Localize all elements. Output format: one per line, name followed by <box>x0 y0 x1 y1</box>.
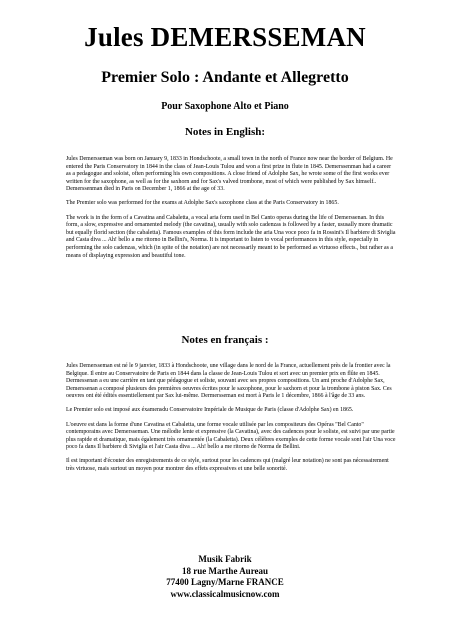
french-paragraph-bio: Jules Demersseman est né le 9 janvier, 1833 à Hondschoote, une village dans le nord de la France, actuellement près de la frontier avec la Belgique. Il entre au Conservatoire de Paris en 1844 dans la classe de Jean-Louis Tulou et sort avec un premier prix en flûte en 1845. Dermessenan a eu une carrière en tant que pédagogue et soliste, souvant avec ses propres compositions. Un ami proche d'Adolphe Sax, Demerssenan a composé plusieurs des premières oeuvres écrites pour le saxophone, pour le saxhorn et pour la trombone à piston Sax. Ces oeuvres ont été édités essentiellement par Sax lui-même. Dermersseman est mort à Paris le 1 décembre, 1866 à l'âge de 33 ans. <box>66 363 392 400</box>
composer-name: Jules DEMERSSEMAN <box>84 22 366 52</box>
english-paragraph-bio: Jules Demersseman was born on January 9, 1833 in Hondschoote, a small town in the north of France now near the border of Belgium. He entered the Paris Conservatory in 1844 in the class of Jean-Louis Tulou and won a first prize in flute in 1845. Demerssenman had a career as a pedagogue and soloist, often performing his own compositions. A close friend of Adolphe Sax, he wrote some of the first works ever written for the saxophone, as well as for the saxhorn and for Sax's valved trombone, most of which were published by Sax himself.. Demerssenman died in Paris on December 1, 1866 at the age of 33. <box>66 156 393 193</box>
english-notes-body <box>66 156 396 267</box>
publisher-street: 18 rue Marthe Aureau <box>181 565 269 576</box>
work-title: Premier Solo : Andante et Allegretto <box>101 69 349 86</box>
french-paragraph-listening: Il est important d'écouter des enregistrements de ce style, surtout pour les cadences qui (malgré leur notation) ne sont pas nécessairement très virtuose, mais surtout un moyen pour montrer des effets expressives et une belle sonorité. <box>66 458 389 473</box>
english-notes-heading: Notes in English: <box>184 126 266 138</box>
publisher-city: 77400 Lagny/Marne FRANCE <box>166 577 284 587</box>
publisher-website: www.classicalmusicnow.com <box>170 588 280 599</box>
instrumentation-subtitle: Pour Saxophone Alto et Piano <box>161 101 289 112</box>
publisher-name: Musik Fabrik <box>198 554 252 564</box>
english-paragraph-form: The work is in the form of a Cavatina and Cabaletta, a vocal aria form used in Bel Canto operas during the life of Demerssenan. In this form, a slow, expressive and ornamented melody (the cavatina), usually with solo cadenzas is followed by a faster, ususally more dramatic but equally florid section (the cabaletta). Famous examples of this form include the aria Una voce poco fa in Rossini's Il barbiere di Siviglia and Casta diva ... Ah! bello a me ritorno in Bellini's, Norma. It is important to listen to vocal performances in this style, especially in performing the solo cadenzas, which (in spite of the notation) are not necessarily meant to be performed as virtuoso effects., but rather as a means of displaying expression and beautiful tone. <box>66 214 396 259</box>
french-paragraph-premiere: Le Premier solo est imposé aux éxamensdu Conservatoire Impériale de Musique de Paris (classe d'Adolphe Sax) en 1865. <box>66 407 354 414</box>
french-notes-heading: Notes en français : <box>181 334 269 346</box>
french-notes-body <box>66 363 396 480</box>
french-paragraph-form: L'oeuvre est dans la forme d'une Cavatina et Cabaletta, une forme vocale utilisée par les compositeurs des Opéras "Bel Canto" contemporains avec Demersseman. Une mélodie lente et expressive (la Cavatina), avec des cadences pour le soliste, est suivi par une partie plus rapide et dramatique, mais également très ornamentée (la Cabaletta). Deux célèbres exemples de cette forme vocale sont l'air Una voce poco fa dans Il barbiere di Siviglia et l'air Casta diva ... Ah! bello a me ritorno de Norma de Bellini. <box>66 421 396 451</box>
publisher-block <box>0 554 450 600</box>
english-paragraph-premiere: The Premier solo was performed for the exams at Adolphe Sax's saxophone class at the Paris Conservatory in 1865. <box>66 200 339 207</box>
